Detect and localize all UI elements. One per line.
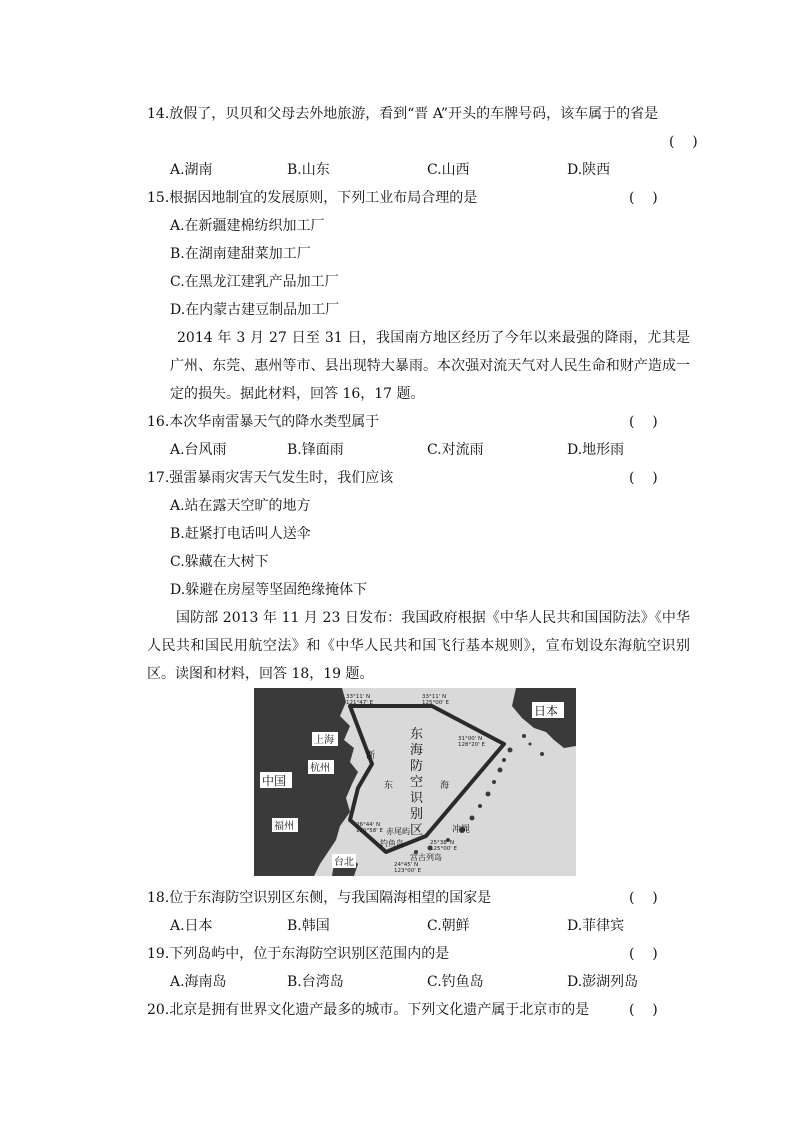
q16-option-b[interactable]: B.锋面雨 xyxy=(287,442,344,458)
q19-option-a[interactable]: A.海南岛 xyxy=(170,974,227,990)
q14-stem: 14.放假了，贝贝和父母去外地旅游，看到“晋 A”开头的车牌号码，该车属于的省是 xyxy=(147,106,659,122)
q19-option-d[interactable]: D.澎湖列岛 xyxy=(567,974,639,990)
q17-option-a[interactable]: A.站在露天空旷的地方 xyxy=(170,498,311,514)
q18-option-c[interactable]: C.朝鲜 xyxy=(427,918,470,934)
label-sea-east: 东 xyxy=(384,781,394,791)
label-china: 中国 xyxy=(262,774,287,788)
coord-n4: 25°38' N xyxy=(430,840,455,846)
coord-n3: 31°00' N xyxy=(458,736,483,742)
q15-option-a[interactable]: A.在新疆建棉纺织加工厂 xyxy=(170,218,325,234)
zone-char-2: 海 xyxy=(410,743,424,758)
q15-option-b[interactable]: B.在湖南建甜菜加工厂 xyxy=(170,246,311,262)
q14-option-a[interactable]: A.湖南 xyxy=(170,162,213,178)
coord-e5: 120°58' E xyxy=(356,828,383,834)
q16-option-c[interactable]: C.对流雨 xyxy=(427,442,484,458)
q15-answer-blank[interactable]: ( ) xyxy=(629,190,658,206)
q17-option-c[interactable]: C.躲藏在大树下 xyxy=(170,554,269,570)
q17-stem: 17.强雷暴雨灾害天气发生时，我们应该 xyxy=(147,470,394,486)
q16-stem: 16.本次华南雷暴天气的降水类型属于 xyxy=(147,414,380,430)
q16-answer-blank[interactable]: ( ) xyxy=(629,414,658,430)
q19-stem: 19.下列岛屿中，位于东海防空识别区范围内的是 xyxy=(147,946,450,962)
q16-option-a[interactable]: A.台风雨 xyxy=(170,442,227,458)
label-chiwei: 赤尾屿 xyxy=(386,827,410,836)
q20-stem: 20.北京是拥有世界文化遗产最多的城市。下列文化遗产属于北京市的是 xyxy=(147,1002,590,1018)
q18-option-a[interactable]: A.日本 xyxy=(170,918,213,934)
q14-option-b[interactable]: B.山东 xyxy=(287,162,330,178)
q15-stem: 15.根据因地制宜的发展原则，下列工业布局合理的是 xyxy=(147,190,478,206)
label-diaoyu: 钓鱼岛 xyxy=(380,839,404,848)
q14-option-d[interactable]: D.陕西 xyxy=(567,162,611,178)
q17-answer-blank[interactable]: ( ) xyxy=(629,470,658,486)
label-taibei: 台北 xyxy=(334,857,354,868)
q15-option-c[interactable]: C.在黑龙江建乳产品加工厂 xyxy=(170,274,339,290)
coord-n5: 26°44' N xyxy=(356,822,381,828)
label-fuzhou: 福州 xyxy=(274,821,294,832)
q18-answer-blank[interactable]: ( ) xyxy=(629,890,658,906)
zone-char-7: 区 xyxy=(410,823,424,838)
zone-char-3: 防 xyxy=(410,759,424,774)
zone-char-5: 识 xyxy=(410,791,424,806)
q14-answer-blank[interactable]: ( ) xyxy=(669,134,698,150)
label-sea-sea: 海 xyxy=(440,781,450,791)
label-zhejiang: 浙 xyxy=(366,751,376,761)
label-miyako: 宫古列岛 xyxy=(410,853,442,862)
label-okinawa: 冲绳 xyxy=(452,825,471,835)
label-japan: 日本 xyxy=(534,704,559,718)
coord-n1: 33°11' N xyxy=(346,694,371,700)
passage-rainstorm: 2014 年 3 月 27 日至 31 日，我国南方地区经历了今年以来最强的降雨，尤其是广州、东莞、惠州等市、县出现特大暴雨。本次强对流天气对人民生命和财产造成一定的损失。据此材料，回答 16，17 题。 xyxy=(170,330,690,402)
q19-option-c[interactable]: C.钓鱼岛 xyxy=(427,974,484,990)
q19-option-b[interactable]: B.台湾岛 xyxy=(287,974,344,990)
q18-option-d[interactable]: D.菲律宾 xyxy=(567,918,625,934)
coord-n2: 33°11' N xyxy=(422,694,447,700)
q18-stem: 18.位于东海防空识别区东侧，与我国隔海相望的国家是 xyxy=(147,890,492,906)
q20-answer-blank[interactable]: ( ) xyxy=(629,1002,658,1018)
label-hangzhou: 杭州 xyxy=(310,763,330,774)
coord-e6: 123°00' E xyxy=(394,868,421,874)
q14-option-c[interactable]: C.山西 xyxy=(427,162,470,178)
zone-char-1: 东 xyxy=(410,727,424,742)
coord-e1: 121°47' E xyxy=(346,700,373,706)
coord-e2: 125°00' E xyxy=(422,700,449,706)
coord-e3: 128°20' E xyxy=(458,742,485,748)
q18-option-b[interactable]: B.韩国 xyxy=(287,918,330,934)
q17-option-d[interactable]: D.躲避在房屋等坚固绝缘掩体下 xyxy=(170,582,368,598)
q17-option-b[interactable]: B.赶紧打电话叫人送伞 xyxy=(170,526,311,542)
zone-char-6: 别 xyxy=(410,807,424,822)
label-shanghai: 上海 xyxy=(314,735,334,746)
coord-e4: 125°00' E xyxy=(430,846,457,852)
zone-char-4: 空 xyxy=(410,775,424,790)
q19-answer-blank[interactable]: ( ) xyxy=(629,946,658,962)
coord-n6: 24°45' N xyxy=(394,862,419,868)
q15-option-d[interactable]: D.在内蒙古建豆制品加工厂 xyxy=(170,302,340,318)
east-china-sea-adiz-map xyxy=(254,688,576,876)
passage-adiz: 国防部 2013 年 11 月 23 日发布：我国政府根据《中华人民共和国国防法》《中华人民共和国民用航空法》和《中华人民共和国飞行基本规则》，宣布划设东海航空识别区。读图和材料，回答 18，19 题。 xyxy=(147,610,690,682)
q16-option-d[interactable]: D.地形雨 xyxy=(567,442,625,458)
